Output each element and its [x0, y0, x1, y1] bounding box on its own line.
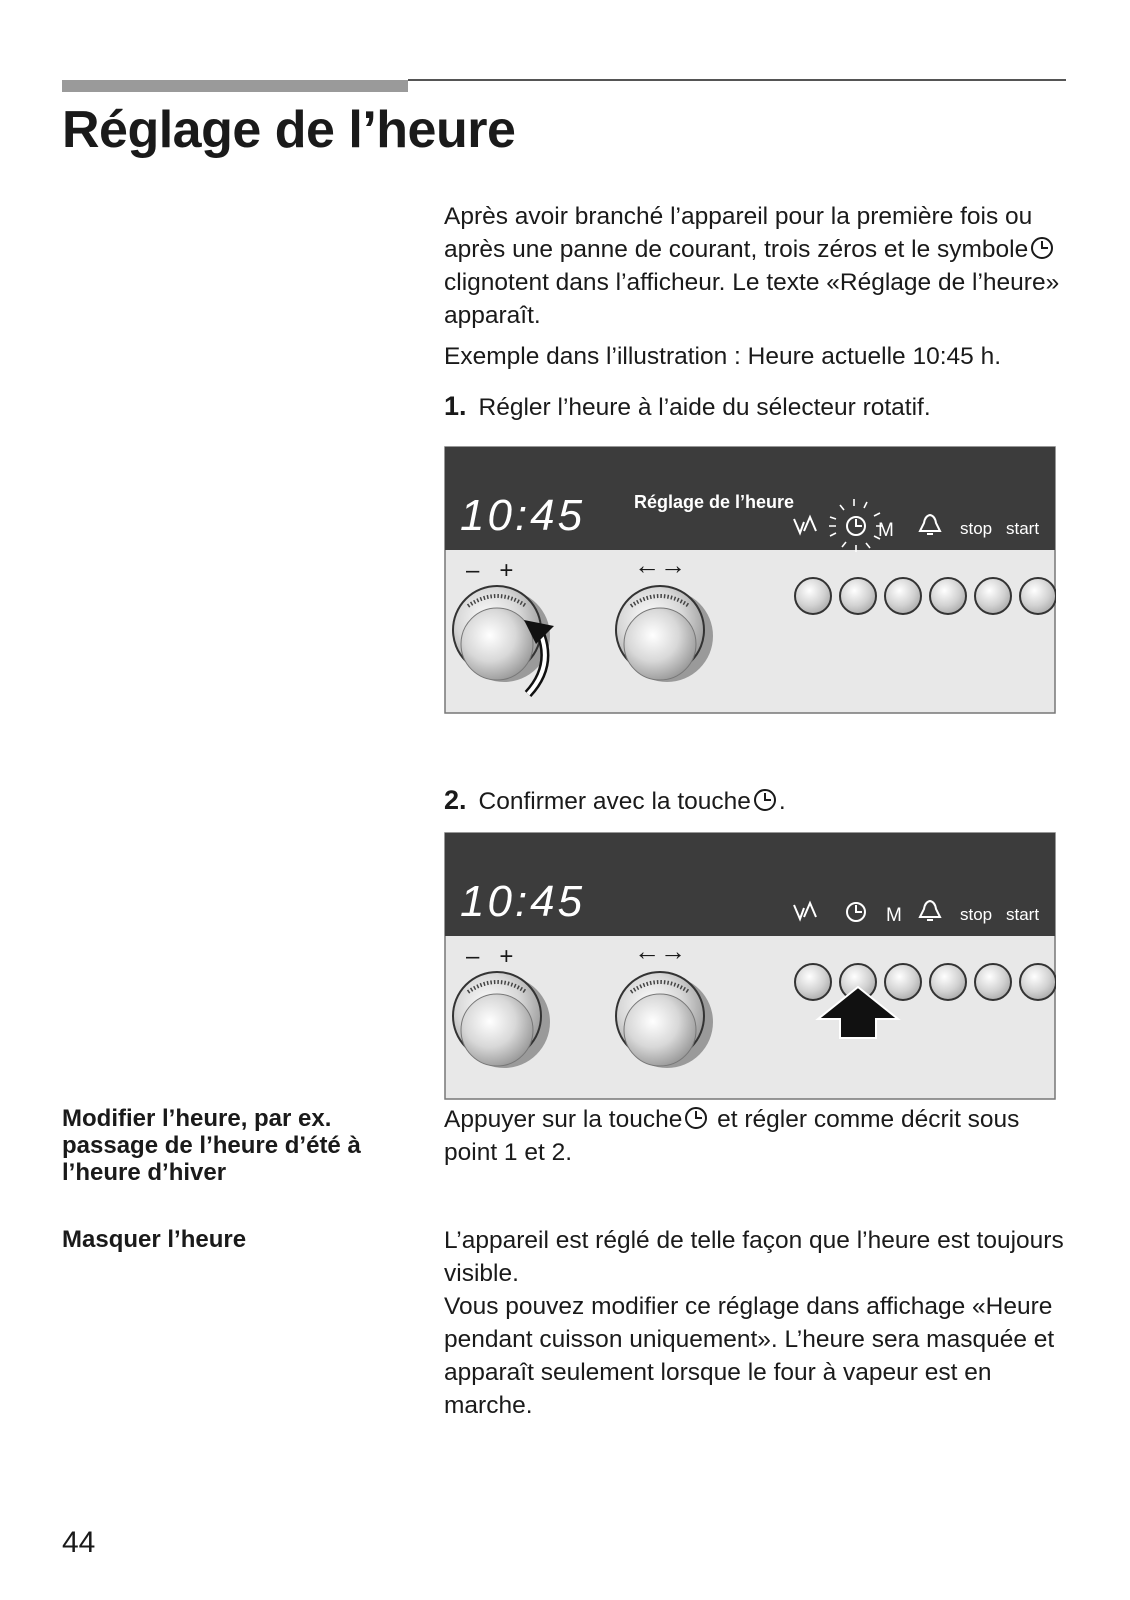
step-1-number: 1.: [444, 391, 467, 421]
touch-button-3[interactable]: [885, 964, 921, 1000]
memory-m-icon[interactable]: M: [886, 905, 902, 926]
hide-time-text-2: Vous pouvez modifier ce réglage dans affichage «Heure pendant cuisson uniquement». L’heure sera masquée et apparaît seulement lorsque le four à vapeur est en marche.: [444, 1293, 1055, 1419]
hide-time-text-1: L’appareil est réglé de telle façon que l’heure est toujours visible.: [444, 1227, 1064, 1287]
touch-button-3[interactable]: [885, 578, 921, 614]
step-2-suffix: .: [778, 788, 786, 815]
intro-text-after-icon: clignotent dans l’afficheur. Le texte «Réglage de l’heure» apparaît.: [444, 269, 1060, 329]
start-label: start: [1006, 519, 1040, 538]
touch-button-5[interactable]: [975, 578, 1011, 614]
knob2-label: ←→: [634, 936, 686, 966]
section-text-modify-time: [444, 1103, 1074, 1169]
display-message: Réglage de l’heure: [634, 492, 795, 512]
header-rule-thin: [408, 79, 1066, 81]
touch-button-5[interactable]: [975, 964, 1011, 1000]
section-text-hide-time: [444, 1224, 1074, 1422]
knob2-label: ←→: [634, 550, 686, 580]
page-number: 44: [62, 1526, 96, 1559]
time-display: 10:45: [460, 877, 586, 926]
stop-label: stop: [960, 519, 993, 538]
touch-button-4[interactable]: [930, 578, 966, 614]
step-2-text: Confirmer avec la touche: [478, 788, 751, 815]
section-heading-hide-time: Masquer l’heure: [62, 1226, 247, 1253]
knob1-label: – +: [466, 943, 514, 970]
clock-icon: [1030, 236, 1054, 260]
control-panel-step-2: [444, 832, 1056, 1100]
touch-button-6[interactable]: [1020, 964, 1056, 1000]
clock-icon: [684, 1106, 708, 1130]
step-2: [444, 784, 786, 818]
step-1-text: Régler l’heure à l’aide du sélecteur rotatif.: [478, 394, 931, 421]
step-1: [444, 390, 931, 424]
intro-text-before-icon: Après avoir branché l’appareil pour la première fois ou après une panne de courant, trois zéros et le symbole: [444, 203, 1033, 263]
memory-m-icon[interactable]: M: [878, 520, 894, 541]
touch-button-2[interactable]: [840, 578, 876, 614]
clock-icon: [753, 788, 777, 812]
touch-button-1[interactable]: [795, 964, 831, 1000]
example-line: Exemple dans l’illustration : Heure actuelle 10:45 h.: [444, 343, 1002, 370]
modify-text-after-icon: et régler comme décrit sous point 1 et 2.: [444, 1106, 1020, 1166]
header-rule-thick: [62, 80, 408, 92]
section-heading-modify-time: Modifier l’heure, par ex. passage de l’heure d’été à l’heure d’hiver: [62, 1105, 361, 1186]
modify-text-before-icon: Appuyer sur la touche: [444, 1106, 683, 1133]
start-label: start: [1006, 905, 1040, 924]
touch-button-4[interactable]: [930, 964, 966, 1000]
knob1-label: – +: [466, 557, 514, 584]
intro-paragraph: [444, 200, 1074, 332]
control-panel-step-1: [444, 446, 1056, 714]
stop-label: stop: [960, 905, 993, 924]
time-display: 10:45: [460, 491, 586, 540]
touch-button-1[interactable]: [795, 578, 831, 614]
page-title: Réglage de l’heure: [62, 101, 516, 159]
step-2-number: 2.: [444, 785, 467, 815]
touch-button-6[interactable]: [1020, 578, 1056, 614]
